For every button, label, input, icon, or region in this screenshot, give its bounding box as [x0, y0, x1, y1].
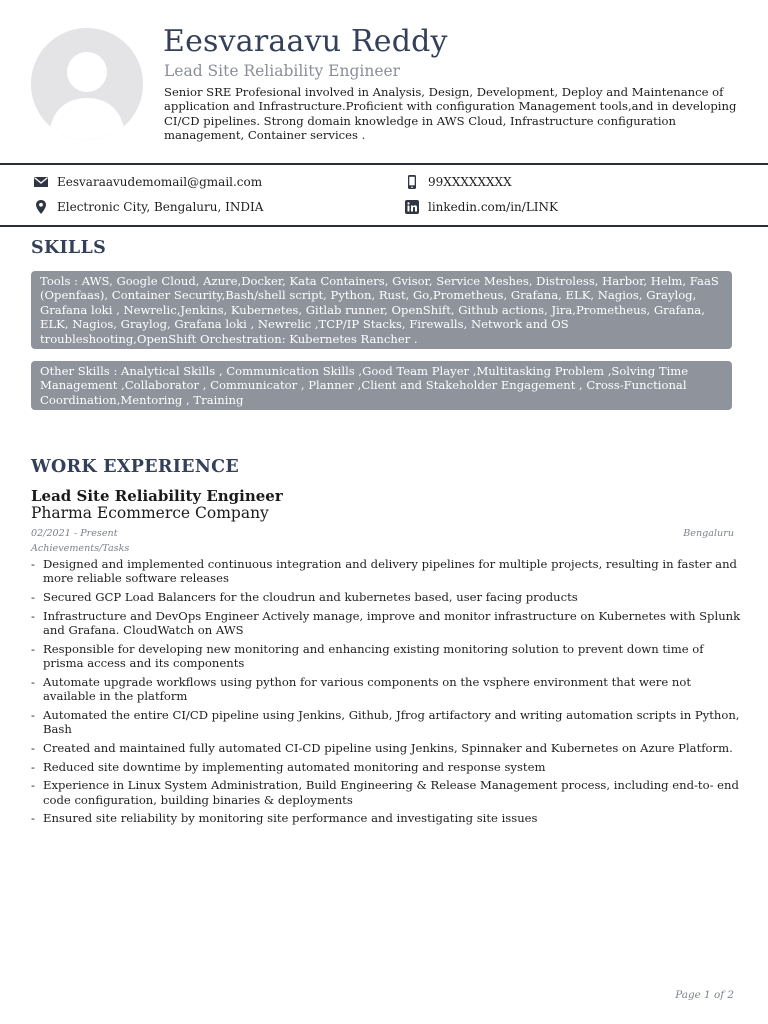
- page-number: Page 1 of 2: [675, 989, 734, 1001]
- list-item: - Ensured site reliability by monitoring site performance and investigating site issues: [31, 811, 741, 825]
- list-item: - Automate upgrade workflows using python for various components on the vsphere environment that were not available in the platform: [31, 675, 741, 703]
- linkedin-icon: [404, 199, 420, 215]
- contact-linkedin[interactable]: [404, 199, 558, 215]
- job-title: Lead Site Reliability Engineer: [31, 487, 283, 505]
- avatar-placeholder-icon: [31, 28, 143, 140]
- list-item: - Experience in Linux System Administration, Build Engineering & Release Management process, including end-to- end code configuration, building binaries & deployments: [31, 778, 741, 806]
- list-item: - Reduced site downtime by implementing automated monitoring and response system: [31, 760, 741, 774]
- job-dates: 02/2021 - Present: [31, 528, 118, 539]
- header-divider: [0, 163, 768, 165]
- contact-phone[interactable]: [404, 174, 512, 190]
- task-list: [31, 557, 741, 830]
- candidate-name: Eesvaraavu Reddy: [163, 24, 448, 59]
- phone-text: 99XXXXXXXX: [428, 175, 512, 189]
- company-name: Pharma Ecommerce Company: [31, 504, 269, 522]
- skills-other-text: Other Skills : Analytical Skills , Communication Skills ,Good Team Player ,Multitasking Problem ,Solving Time Management ,Collaborator , Communicator , Planner ,Client and Stakeholder Engagement , Cross-Functional Coordination,Mentoring , Training: [40, 364, 689, 407]
- phone-icon: [404, 174, 420, 190]
- skills-tools-box: [31, 271, 732, 349]
- job-location: Bengaluru: [683, 528, 734, 539]
- location-text: Electronic City, Bengaluru, INDIA: [57, 200, 264, 214]
- contact-location: [33, 199, 263, 215]
- envelope-icon: [33, 174, 49, 190]
- list-item: - Responsible for developing new monitoring and enhancing existing monitoring solution to prevent down time of prisma access and its components: [31, 642, 741, 670]
- tasks-label: Achievements/Tasks: [31, 543, 130, 554]
- list-item: - Infrastructure and DevOps Engineer Actively manage, improve and monitor infrastructure on Kubernetes with Splunk and Grafana. CloudWatch on AWS: [31, 609, 741, 637]
- location-pin-icon: [33, 199, 49, 215]
- skills-heading: SKILLS: [31, 238, 107, 258]
- profile-summary: Senior SRE Profesional involved in Analysis, Design, Development, Deploy and Maintenance of application and Infrastructure.Proficient with configuration Management tools,and in developing CI/CD pipelines. Strong domain knowledge in AWS Cloud, Infrastructure configuration management, Container services .: [164, 85, 737, 143]
- contact-divider: [0, 225, 768, 227]
- linkedin-text: linkedin.com/in/LINK: [428, 200, 558, 214]
- contact-email[interactable]: [33, 174, 262, 190]
- list-item: - Designed and implemented continuous integration and delivery pipelines for multiple projects, resulting in faster and more reliable software releases: [31, 557, 741, 585]
- skills-tools-text: Tools : AWS, Google Cloud, Azure,Docker, Kata Containers, Gvisor, Service Meshes, Distroless, Harbor, Helm, FaaS (Openfaas), Container Security,Bash/shell script, Python, Rust, Go,Prometheus, Grafana, ELK, Nagios, Graylog, Grafana loki , Newrelic,Jenkins, Kubernetes, Gitlab runner, OpenShift, Github actions, Jira,Prometheus, Grafana, ELK, Nagios, Graylog, Grafana loki , Newrelic ,TCP/IP Stacks, Firewalls, Network and OS troubleshooting,OpenShift Orchestration: Kubernetes Rancher .: [40, 274, 719, 346]
- profile-avatar: [31, 28, 143, 140]
- list-item: - Created and maintained fully automated CI-CD pipeline using Jenkins, Spinnaker and Kubernetes on Azure Platform.: [31, 741, 741, 755]
- list-item: - Automated the entire CI/CD pipeline using Jenkins, Github, Jfrog artifactory and writing automation scripts in Python, Bash: [31, 708, 741, 736]
- experience-heading: WORK EXPERIENCE: [31, 457, 239, 477]
- candidate-title: Lead Site Reliability Engineer: [164, 62, 401, 80]
- list-item: - Secured GCP Load Balancers for the cloudrun and kubernetes based, user facing products: [31, 590, 741, 604]
- skills-other-box: [31, 361, 732, 410]
- email-text: Eesvaraavudemomail@gmail.com: [57, 175, 263, 189]
